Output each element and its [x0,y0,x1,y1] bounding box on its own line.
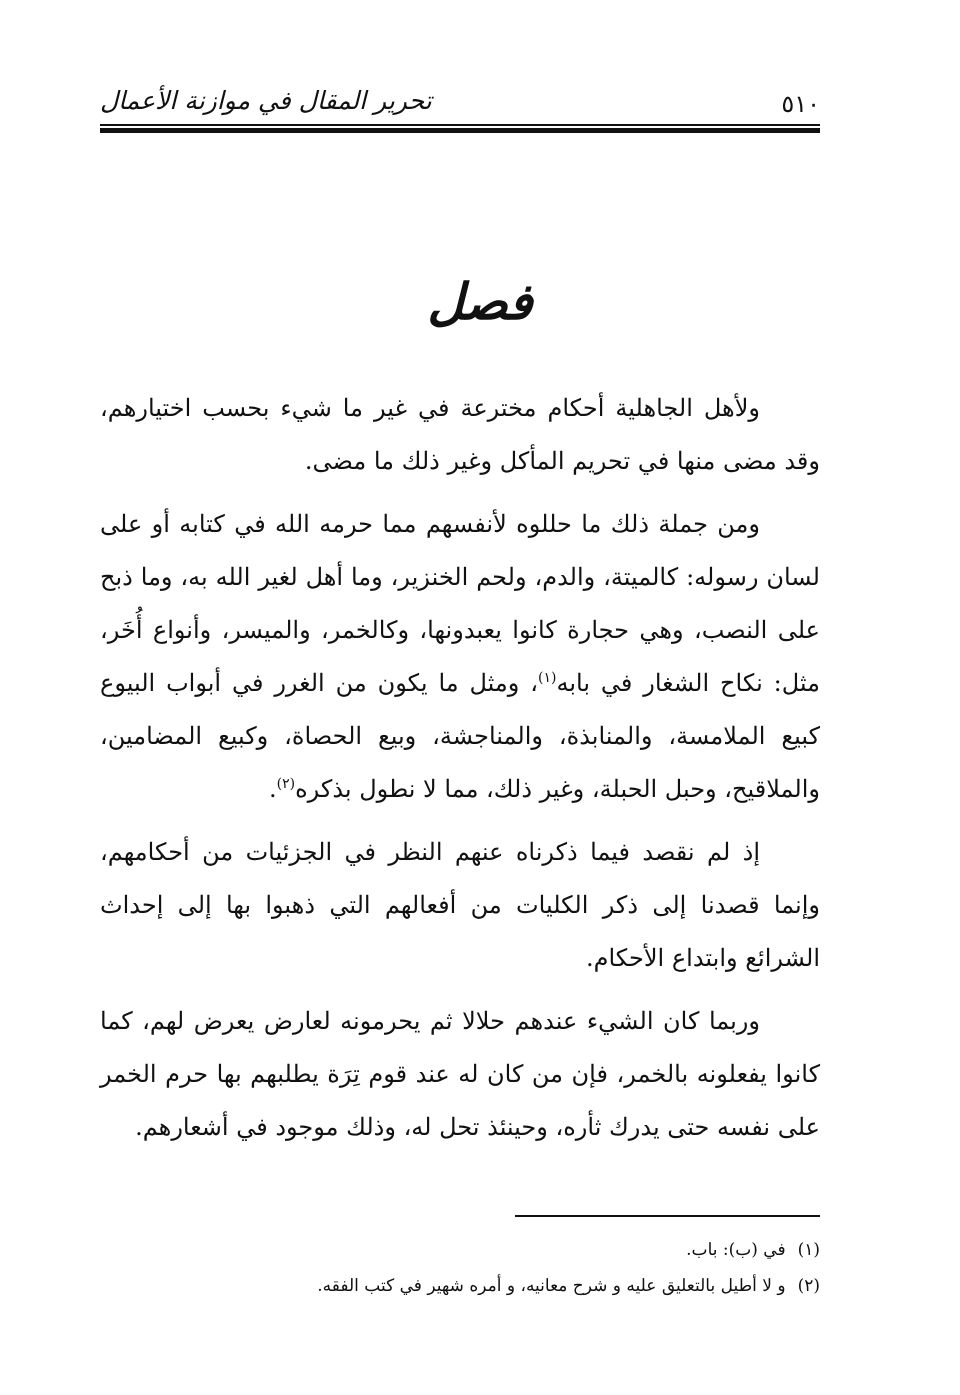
book-title: تحرير المقال في موازنة الأعمال [100,86,432,115]
footnote-text: و لا أطيل بالتعليق عليه و شرح معانيه، و أمره شهير في كتب الفقه. [317,1276,786,1296]
footnote-text: في (ب): باب. [686,1240,786,1260]
footnote-ref-1: (١) [538,670,557,686]
paragraph-2 [100,498,820,816]
footnote-ref-2: (٢) [276,776,296,792]
footnote-number: (٢) [797,1276,820,1296]
section-title: فصل [427,272,533,331]
footnote-2 [100,1268,820,1304]
footnotes [100,1232,820,1304]
paragraph-1: ولأهل الجاهلية أحكام مخترعة في غير ما شيء بحسب اختيارهم، وقد مضى منها في تحريم المأكل وغير ذلك ما مضى. [100,394,820,475]
paragraph-4: وربما كان الشيء عندهم حلالا ثم يحرمونه لعارض يعرض لهم، كما كانوا يفعلونه بالخمر، فإن من كان له عند قوم تِرَة يطلبهم بها حرم الخمر على نفسه حتى يدرك ثأره، وحينئذ تحل له، وذلك موجود في أشعارهم. [100,1007,820,1141]
paragraph-2-part-c: . [268,775,277,803]
footnote-1 [100,1232,820,1268]
header-rule-thin [100,124,820,126]
running-header [100,82,820,122]
body-text [100,382,820,1164]
header-rule-thick [100,128,820,133]
paragraph-2-part-a: ومن جملة ذلك ما حللوه لأنفسهم مما حرمه الله في كتابه أو على لسان رسوله: كالميتة، والدم، ولحم الخنزير، وما أهل لغير الله به، وما ذبح على النصب، وهي حجارة كانوا يعبدونها، وكالخمر، والميسر، وأنواع أُخَر، مثل: نكاح الشغار في بابه [100,510,821,697]
footnote-divider [515,1215,820,1217]
paragraph-3: إذ لم نقصد فيما ذكرناه عنهم النظر في الجزئيات من أحكامهم، وإنما قصدنا إلى ذكر الكليات من أفعالهم التي ذهبوا بها إلى إحداث الشرائع وابتداع الأحكام. [100,838,820,972]
paragraph-2-part-b: ، ومثل ما يكون من الغرر في أبواب البيوع كبيع الملامسة، والمنابذة، والمناجشة، وبيع الحصاة، وكبيع المضامين، والملاقيح، وحبل الحبلة، وغير ذلك، مما لا نطول بذكره [100,669,820,803]
page-number: ٥١٠ [781,90,820,118]
footnote-number: (١) [797,1240,820,1260]
